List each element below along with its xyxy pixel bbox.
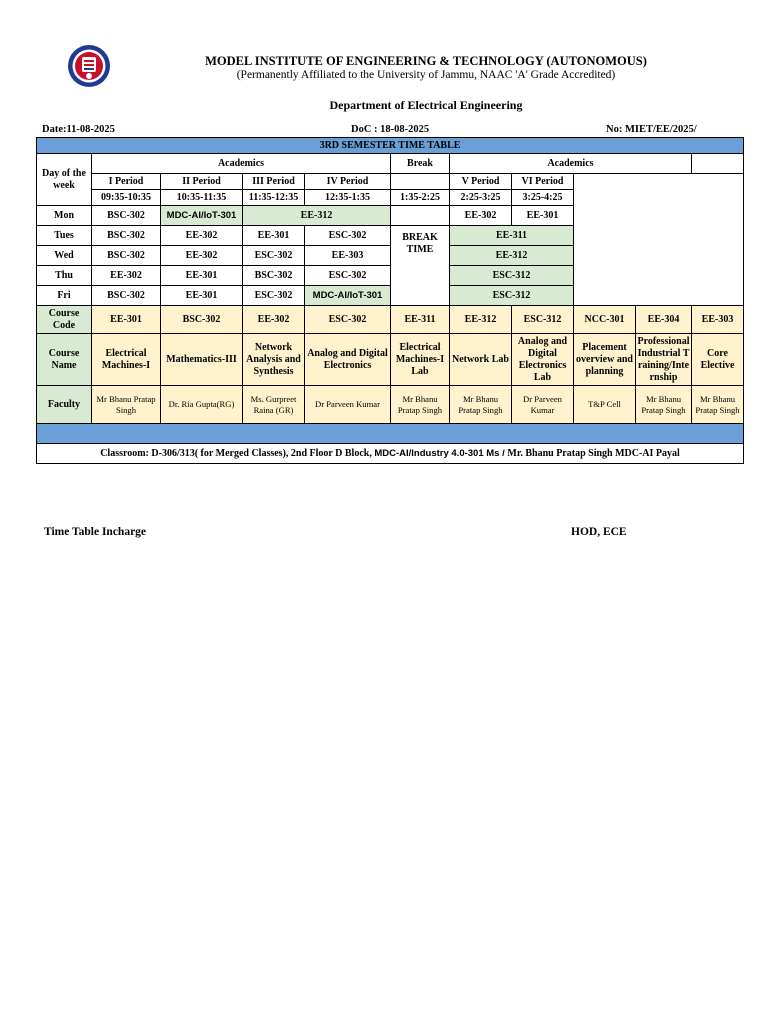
institute-name: MODEL INSTITUTE OF ENGINEERING & TECHNOLOGY (AUTONOMOUS)	[205, 54, 647, 68]
course-code: EE-301	[92, 306, 161, 334]
slot-cell: EE-302	[161, 226, 243, 246]
faculty-name: Mr Bhanu Pratap Singh	[391, 386, 450, 424]
department-title: Department of Electrical Engineering	[329, 98, 523, 112]
classroom-info	[37, 444, 744, 464]
period-time: 11:35-12:35	[243, 190, 305, 206]
period-time: 12:35-1:35	[305, 190, 391, 206]
break-column	[391, 206, 450, 226]
period-header: IV Period	[305, 174, 391, 190]
slot-cell: ESC-302	[305, 226, 391, 246]
period-header: V Period	[450, 174, 512, 190]
classroom-text-mdc: MDC-AI/Industry 4.0-301 Ms /	[374, 447, 508, 459]
period-time: 10:35-11:35	[161, 190, 243, 206]
slot-cell: EE-302	[161, 246, 243, 266]
slot-cell: EE-302	[450, 206, 512, 226]
slot-cell: EE-301	[161, 286, 243, 306]
faculty-name: Mr Bhanu Pratap Singh	[636, 386, 692, 424]
timetable	[36, 137, 744, 464]
slot-cell: ESC-302	[243, 286, 305, 306]
slot-cell: EE-302	[92, 266, 161, 286]
course-name: Electrical Machines-I	[92, 334, 161, 386]
course-name: Mathematics-III	[161, 334, 243, 386]
course-name: Electrical Machines-I Lab	[391, 334, 450, 386]
period-header: I Period	[92, 174, 161, 190]
classroom-text-faculty: Mr. Bhanu Pratap Singh MDC-AI Payal	[507, 447, 680, 459]
empty-block	[574, 174, 744, 306]
course-name: Analog and Digital Electronics	[305, 334, 391, 386]
issue-date: Date:11-08-2025	[42, 124, 115, 135]
academics-header-afternoon: Academics	[450, 154, 692, 174]
course-code: EE-304	[636, 306, 692, 334]
document-number: No: MIET/EE/2025/	[606, 124, 697, 135]
course-code-label: Course Code	[37, 306, 92, 334]
faculty-name: Dr Parveen Kumar	[305, 386, 391, 424]
slot-cell: BSC-302	[92, 206, 161, 226]
slot-cell: ESC-302	[305, 266, 391, 286]
day-label: Mon	[37, 206, 92, 226]
course-name: Core Elective	[692, 334, 744, 386]
course-name: Professional Industrial Training/Internship	[636, 334, 692, 386]
period-time: 2:25-3:25	[450, 190, 512, 206]
empty-cell	[692, 154, 744, 174]
period-time: 09:35-10:35	[92, 190, 161, 206]
slot-cell: EE-301	[161, 266, 243, 286]
course-code: EE-302	[243, 306, 305, 334]
academics-header-morning: Academics	[92, 154, 391, 174]
course-name: Placement overview and planning	[574, 334, 636, 386]
course-code: EE-311	[391, 306, 450, 334]
faculty-name: Dr Parveen Kumar	[512, 386, 574, 424]
faculty-label: Faculty	[37, 386, 92, 424]
course-code: EE-303	[692, 306, 744, 334]
lab-slot-cell: ESC-312	[450, 286, 574, 306]
faculty-name: Mr Bhanu Pratap Singh	[450, 386, 512, 424]
course-code: BSC-302	[161, 306, 243, 334]
slot-cell: BSC-302	[92, 286, 161, 306]
lab-slot-cell: EE-311	[450, 226, 574, 246]
break-header: Break	[391, 154, 450, 174]
faculty-name: Mr Bhanu Pratap Singh	[692, 386, 744, 424]
course-name: Analog and Digital Electronics Lab	[512, 334, 574, 386]
slot-cell: EE-301	[243, 226, 305, 246]
period-time: 3:25-4:25	[512, 190, 574, 206]
faculty-name: T&P Cell	[574, 386, 636, 424]
slot-cell: BSC-302	[92, 246, 161, 266]
slot-cell: BSC-302	[243, 266, 305, 286]
slot-cell: MDC-AI/IoT-301	[305, 286, 391, 306]
period-header: VI Period	[512, 174, 574, 190]
slot-cell: MDC-AI/IoT-301	[161, 206, 243, 226]
lab-slot-cell: EE-312	[450, 246, 574, 266]
faculty-name: Mr Bhanu Pratap Singh	[92, 386, 161, 424]
lab-slot-cell: ESC-312	[450, 266, 574, 286]
course-code: ESC-312	[512, 306, 574, 334]
course-name: Network Analysis and Synthesis	[243, 334, 305, 386]
faculty-name: Dr. Ria Gupta(RG)	[161, 386, 243, 424]
period-header: III Period	[243, 174, 305, 190]
slot-cell: EE-301	[512, 206, 574, 226]
slot-cell: BSC-302	[92, 226, 161, 246]
lab-slot-cell: EE-312	[243, 206, 391, 226]
hod-signature: HOD, ECE	[571, 526, 627, 538]
course-code: EE-312	[450, 306, 512, 334]
timetable-incharge-signature: Time Table Incharge	[44, 526, 147, 538]
doc-date: DoC : 18-08-2025	[351, 124, 430, 135]
day-label: Thu	[37, 266, 92, 286]
blue-divider	[37, 424, 744, 444]
day-label: Tues	[37, 226, 92, 246]
slot-cell: ESC-302	[243, 246, 305, 266]
institute-logo	[67, 44, 111, 88]
break-time-cell: BREAK TIME	[391, 226, 450, 306]
timetable-title: 3RD SEMESTER TIME TABLE	[37, 138, 744, 154]
course-code: ESC-302	[305, 306, 391, 334]
day-of-week-header: Day of the week	[37, 154, 92, 206]
course-name-label: Course Name	[37, 334, 92, 386]
faculty-name: Ms. Gurpreet Raina (GR)	[243, 386, 305, 424]
day-label: Fri	[37, 286, 92, 306]
course-code: NCC-301	[574, 306, 636, 334]
period-header: II Period	[161, 174, 243, 190]
empty-cell	[391, 174, 450, 190]
classroom-text: Classroom: D-306/313( for Merged Classes), 2nd Floor D Block,	[100, 447, 375, 459]
slot-cell: EE-303	[305, 246, 391, 266]
day-label: Wed	[37, 246, 92, 266]
course-name: Network Lab	[450, 334, 512, 386]
break-time-slot: 1:35-2:25	[391, 190, 450, 206]
institute-affiliation: (Permanently Affiliated to the University of Jammu, NAAC 'A' Grade Accredited)	[236, 69, 616, 81]
